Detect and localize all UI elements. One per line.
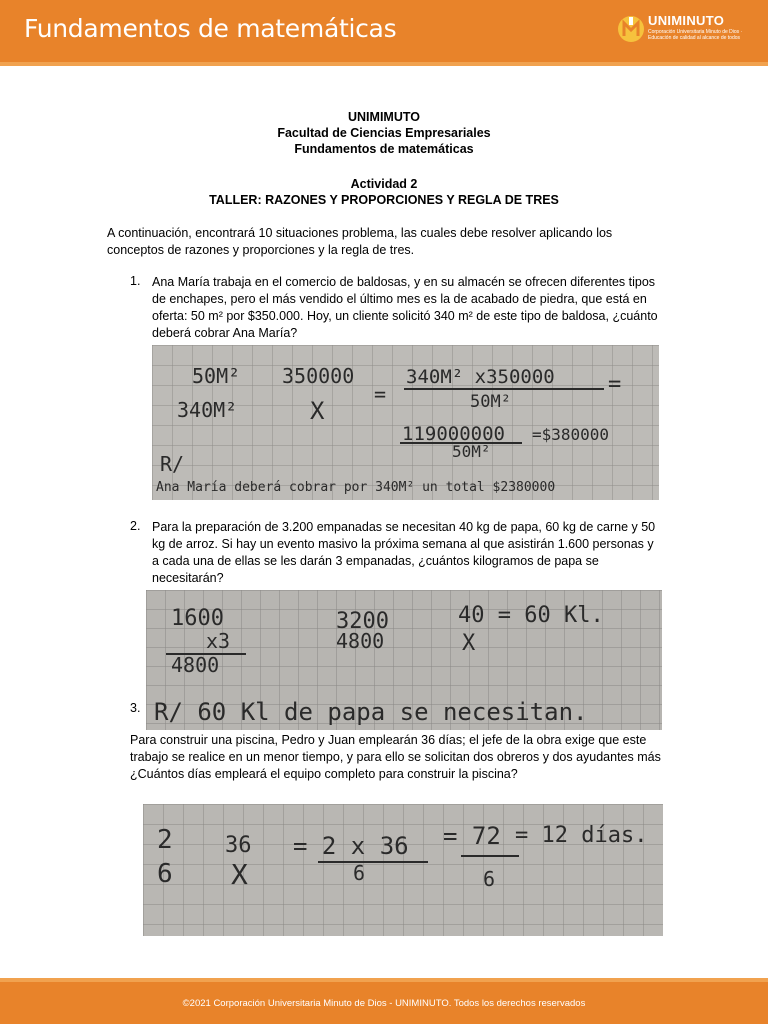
hw2-4800: 4800 (171, 653, 220, 677)
hw2-answer: R/ 60 Kl de papa se necesitan. (154, 698, 588, 726)
hw1-answer-tag: R/ (160, 452, 185, 476)
header-title: Fundamentos de matemáticas (24, 14, 397, 43)
header-band (0, 0, 768, 62)
logo-name: UNIMINUTO (648, 13, 725, 28)
hw1-340m2: 340M² (177, 398, 238, 422)
uniminuto-logo (616, 12, 746, 48)
hw3-frac1-den: 6 (353, 861, 366, 885)
handwritten-solution-1-image (152, 345, 659, 500)
hw1-frac2-den: 50M² (452, 442, 491, 461)
hw1-eq2: = (608, 372, 622, 397)
problem-1-text: Ana María trabaja en el comercio de baldosas, y en su almacén se ofrecen diferentes tipos de enchapes, pero el más vendido el último mes es la de acabado de piedra, que está en oferta: 50 m² por $350.000. Hoy, un cliente solicitó 340 m² de este tipo de baldosa, ¿cuánto deberá cobrar Ana María? (152, 275, 658, 340)
hw3-frac2-num: = 72 (443, 822, 501, 850)
problem-number: 1. (130, 274, 141, 288)
hw1-frac2-num: 119000000 (402, 423, 505, 445)
hw1-cross: X (310, 397, 325, 425)
hw2-1600: 1600 (171, 606, 224, 631)
hw3-result: = 12 días. (515, 823, 648, 848)
problem-3-text-body: Para construir una piscina, Pedro y Juan emplearán 36 días; el jefe de la obra exige que este trabajo se realice en un menor tiempo, y para ello se solicitan dos obreros y dos ayudantes más ¿Cuántos días empleará el equipo completo para construir la piscina? (130, 733, 661, 781)
problem-number: 2. (130, 519, 141, 533)
hw3-6: 6 (157, 859, 173, 889)
hw2-40-60: 40 = 60 Kl. (458, 603, 604, 628)
footer-band (0, 982, 768, 1024)
hw3-2: 2 (157, 825, 173, 855)
footer-copyright: ©2021 Corporación Universitaria Minuto de Dios - UNIMINUTO. Todos los derechos reservados (182, 998, 586, 1009)
handwritten-solution-3-image (143, 804, 663, 936)
hw1-50m2: 50M² (192, 364, 241, 388)
hw1-frac1-den: 50M² (470, 392, 511, 412)
intro-paragraph: A continuación, encontrará 10 situaciones problema, las cuales debe resolver aplicando los conceptos de razones y proporciones y la regla de tres. (107, 226, 613, 257)
course-heading: Fundamentos de matemáticas (294, 142, 474, 156)
logo-subtitle: Corporación Universitaria Minuto de Dios · Educación de calidad al alcance de todos (648, 29, 743, 41)
problem-2-text: Para la preparación de 3.200 empanadas se necesitan 40 kg de papa, 60 kg de carne y 50 kg de arroz. Si hay un evento masivo la próxima semana al que asistirán 1.600 personas y a cada una de ellas se les darán 3 empanadas, ¿cuántos kilogramos de papa se necesitarán? (152, 520, 656, 585)
faculty-heading: Facultad de Ciencias Empresariales (277, 126, 491, 140)
hw3-frac1-num: = 2 x 36 (293, 832, 409, 860)
institution-heading: UNIMIMUTO (348, 110, 420, 124)
hw3-x: X (231, 858, 248, 891)
hw3-frac2-den: 6 (483, 867, 496, 891)
hw1-frac1-num: 340M² x350000 (406, 366, 555, 388)
problem-3-text (130, 732, 675, 783)
activity-heading: Actividad 2 (350, 177, 418, 191)
logo-mark-icon (616, 14, 646, 44)
hw2-x: X (462, 631, 476, 656)
hw2-x3: x3 (206, 629, 231, 653)
problem-number: 3. (130, 701, 141, 715)
hw1-result: =$380000 (532, 425, 610, 444)
handwritten-solution-2-image (146, 590, 662, 730)
hw2-4800b: 4800 (336, 629, 385, 653)
taller-heading: TALLER: RAZONES Y PROPORCIONES Y REGLA DE TRES (209, 193, 559, 207)
hw3-36: 36 (225, 833, 252, 858)
hw1-350000: 350000 (282, 364, 355, 388)
hw1-eq: = (374, 382, 387, 406)
hw2-3200: 3200 (336, 609, 389, 634)
hw1-answer: Ana María deberá cobrar por 340M² un total $2380000 (156, 480, 556, 495)
